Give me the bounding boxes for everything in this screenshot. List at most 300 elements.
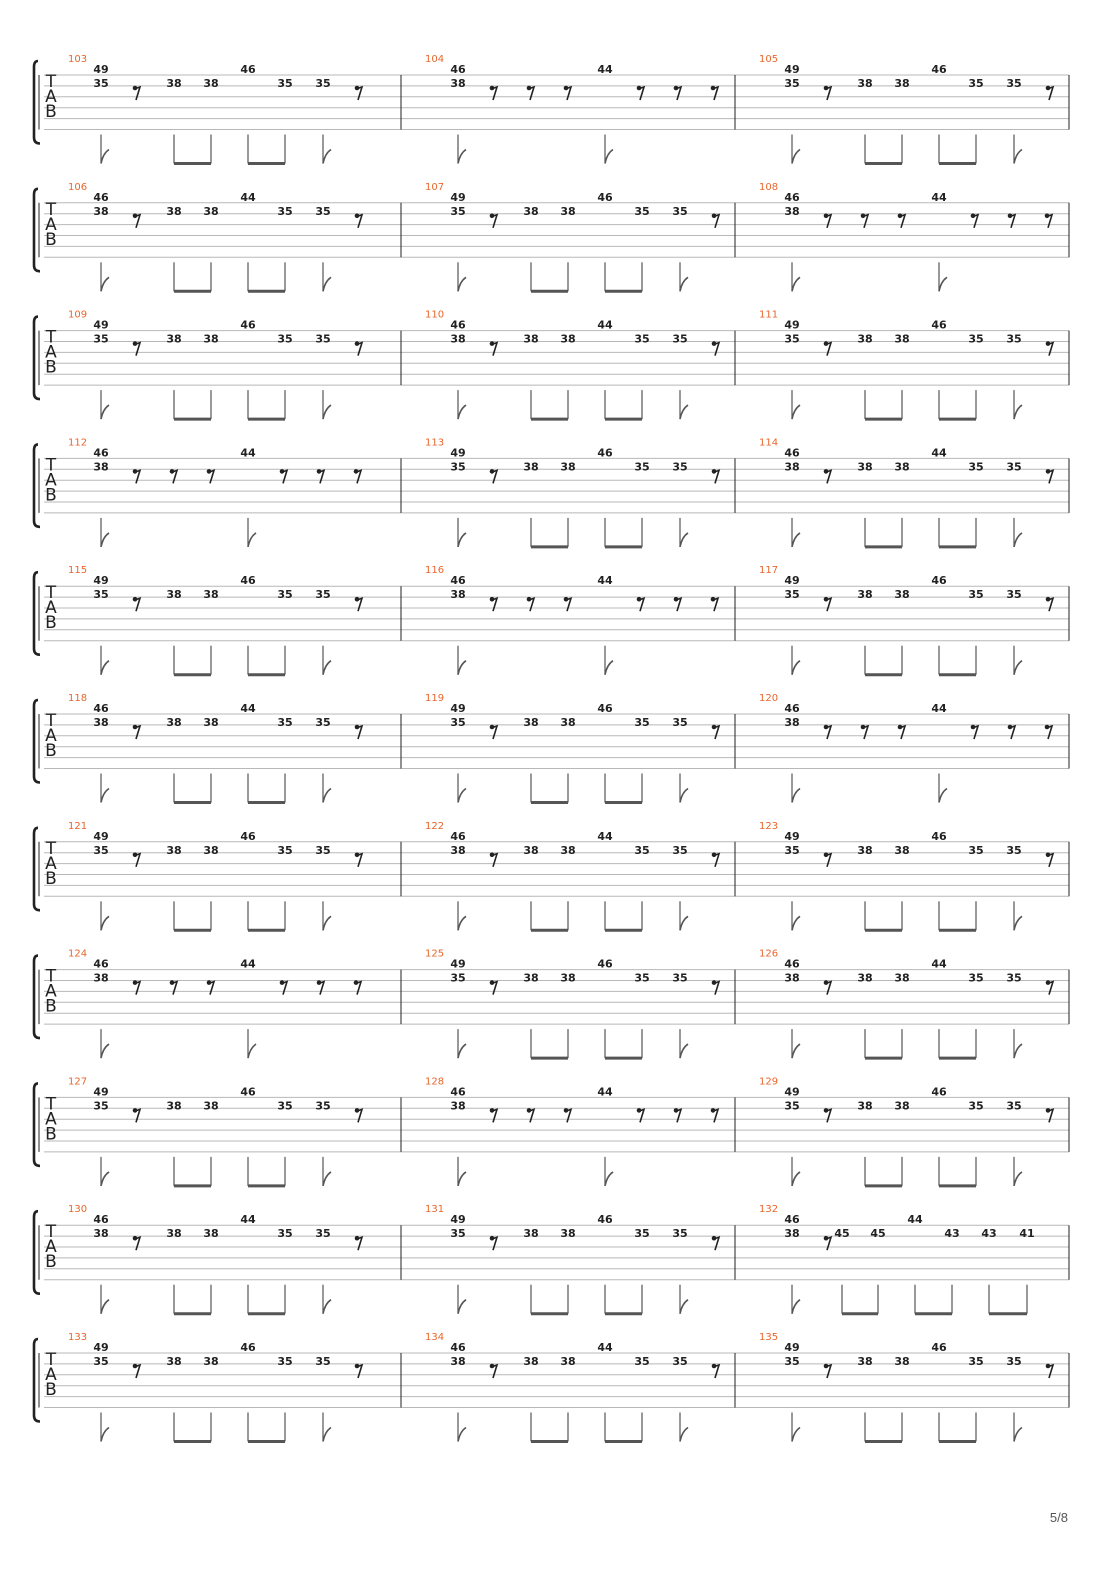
fret-number: 46 <box>240 63 256 76</box>
note-flag <box>1014 1428 1022 1442</box>
note-flag <box>939 277 947 291</box>
fret-number: 35 <box>315 1355 331 1368</box>
fret-number: 38 <box>523 971 539 985</box>
fret-number: 49 <box>93 1085 109 1099</box>
fret-number: 35 <box>450 716 466 729</box>
note-flag <box>792 1172 800 1186</box>
fret-number: 44 <box>597 1085 613 1099</box>
eighth-rest <box>712 725 719 739</box>
tab-clef-letter: T <box>45 838 57 859</box>
fret-number: 35 <box>968 1355 984 1368</box>
fret-number: 35 <box>672 1227 688 1241</box>
fret-number: 35 <box>672 204 688 218</box>
fret-number: 38 <box>784 971 800 985</box>
fret-number: 49 <box>450 1213 466 1227</box>
note-flag <box>792 150 800 164</box>
eighth-rest <box>355 1236 362 1250</box>
fret-number: 35 <box>634 1227 650 1241</box>
fret-number: 38 <box>203 332 219 346</box>
eighth-rest <box>824 980 831 994</box>
note-flag <box>792 661 800 675</box>
fret-number: 38 <box>166 204 182 218</box>
eighth-rest <box>133 86 140 100</box>
fret-number: 44 <box>931 957 947 971</box>
fret-number: 44 <box>597 1341 613 1354</box>
fret-number: 44 <box>240 446 256 460</box>
measure-number: 118 <box>68 693 88 704</box>
fret-number: 38 <box>166 332 182 346</box>
fret-number: 49 <box>450 446 466 460</box>
fret-number: 44 <box>240 1213 256 1227</box>
note-flag <box>248 1044 256 1058</box>
fret-number: 38 <box>93 971 109 985</box>
eighth-rest <box>711 1108 718 1122</box>
measure-number: 124 <box>68 948 88 960</box>
note-flag <box>1014 661 1022 675</box>
eighth-rest <box>317 469 324 483</box>
eighth-rest <box>490 597 497 611</box>
fret-number: 46 <box>931 318 947 332</box>
eighth-rest <box>824 469 831 483</box>
fret-number: 35 <box>672 460 688 474</box>
fret-number: 38 <box>203 1099 219 1113</box>
note-flag <box>605 1172 613 1186</box>
note-flag <box>458 916 466 930</box>
fret-number: 46 <box>931 829 947 843</box>
note-flag <box>792 277 800 291</box>
fret-number: 38 <box>166 843 182 857</box>
eighth-rest <box>824 1364 831 1378</box>
fret-number: 35 <box>784 1355 800 1368</box>
fret-number: 35 <box>93 1099 109 1113</box>
fret-number: 35 <box>672 971 688 985</box>
measure-number: 133 <box>68 1332 88 1343</box>
fret-number: 46 <box>450 318 466 332</box>
fret-number: 38 <box>166 77 182 90</box>
fret-number: 35 <box>1006 588 1022 602</box>
fret-number: 46 <box>784 446 800 460</box>
measure-number: 106 <box>68 181 88 193</box>
fret-number: 35 <box>315 1227 331 1241</box>
fret-number: 46 <box>93 1213 109 1227</box>
eighth-rest <box>564 597 571 611</box>
fret-number: 44 <box>240 957 256 971</box>
tab-clef-letter: A <box>45 1365 57 1385</box>
note-flag <box>458 533 466 547</box>
note-flag <box>792 405 800 419</box>
eighth-rest <box>490 341 497 355</box>
fret-number: 38 <box>784 460 800 474</box>
note-flag <box>101 277 109 291</box>
tab-system <box>34 821 1069 931</box>
tab-clef-letter: T <box>45 711 57 731</box>
fret-number: 38 <box>560 460 576 474</box>
fret-number: 46 <box>450 829 466 843</box>
fret-number: 46 <box>93 190 109 204</box>
note-flag <box>1014 916 1022 930</box>
fret-number: 38 <box>894 460 910 474</box>
fret-number: 35 <box>1006 1355 1022 1368</box>
note-flag <box>680 1300 688 1314</box>
measure-number: 109 <box>68 309 88 321</box>
eighth-rest <box>1046 1108 1053 1122</box>
fret-number: 44 <box>931 446 947 460</box>
eighth-rest <box>861 725 868 739</box>
note-flag <box>323 277 331 291</box>
tab-system <box>34 310 1069 420</box>
fret-number: 46 <box>240 574 256 588</box>
fret-number: 38 <box>93 1227 109 1241</box>
eighth-rest <box>971 725 978 739</box>
fret-number: 35 <box>93 843 109 857</box>
fret-number: 38 <box>784 1227 800 1241</box>
eighth-rest <box>1046 341 1053 355</box>
note-flag <box>248 533 256 547</box>
fret-number: 35 <box>315 332 331 346</box>
fret-number: 43 <box>981 1227 997 1241</box>
tab-system <box>34 949 1069 1059</box>
fret-number: 49 <box>450 702 466 715</box>
eighth-rest <box>637 597 644 611</box>
fret-number: 49 <box>784 318 800 332</box>
note-flag <box>323 1172 331 1186</box>
fret-number: 35 <box>277 1355 293 1368</box>
note-flag <box>458 150 466 164</box>
fret-number: 35 <box>634 971 650 985</box>
fret-number: 49 <box>784 1085 800 1099</box>
tab-clef-letter: A <box>45 342 57 363</box>
eighth-rest <box>490 469 497 483</box>
eighth-rest <box>898 725 905 739</box>
note-flag <box>323 405 331 419</box>
eighth-rest <box>133 853 140 867</box>
eighth-rest <box>674 597 681 611</box>
eighth-rest <box>355 341 362 355</box>
fret-number: 38 <box>523 1355 539 1368</box>
fret-number: 49 <box>450 957 466 971</box>
tab-clef-letter: A <box>45 853 57 874</box>
fret-number: 38 <box>523 204 539 218</box>
fret-number: 38 <box>560 971 576 985</box>
fret-number: 35 <box>1006 460 1022 474</box>
fret-number: 46 <box>93 702 109 715</box>
note-flag <box>101 1172 109 1186</box>
fret-number: 35 <box>277 843 293 857</box>
eighth-rest <box>861 214 868 228</box>
note-flag <box>1014 1172 1022 1186</box>
measure-number: 123 <box>759 820 779 832</box>
fret-number: 35 <box>315 843 331 857</box>
measure-number: 122 <box>425 820 445 832</box>
eighth-rest <box>133 597 140 611</box>
fret-number: 38 <box>560 1227 576 1241</box>
fret-number: 38 <box>203 588 219 602</box>
fret-number: 38 <box>166 1355 182 1368</box>
eighth-rest <box>824 597 831 611</box>
eighth-rest <box>355 214 362 228</box>
fret-number: 35 <box>277 588 293 602</box>
fret-number: 46 <box>931 1341 947 1354</box>
fret-number: 35 <box>1006 843 1022 857</box>
measure-number: 105 <box>759 54 779 65</box>
fret-number: 38 <box>523 716 539 729</box>
tab-clef-letter: A <box>45 1237 57 1258</box>
fret-number: 46 <box>240 1085 256 1099</box>
fret-number: 35 <box>634 460 650 474</box>
eighth-rest <box>280 469 287 483</box>
fret-number: 38 <box>894 843 910 857</box>
fret-number: 35 <box>634 716 650 729</box>
fret-number: 46 <box>450 1085 466 1099</box>
fret-number: 38 <box>857 332 873 346</box>
fret-number: 46 <box>597 446 613 460</box>
note-flag <box>101 533 109 547</box>
tab-clef-letter: A <box>45 214 57 235</box>
fret-number: 46 <box>784 702 800 715</box>
fret-number: 38 <box>166 716 182 729</box>
fret-number: 49 <box>93 318 109 332</box>
measure-number: 132 <box>759 1204 779 1216</box>
tab-system <box>34 1332 1069 1442</box>
tab-clef-letter: B <box>45 741 57 761</box>
eighth-rest <box>133 1236 140 1250</box>
measure-number: 103 <box>68 54 88 65</box>
fret-number: 38 <box>166 1227 182 1241</box>
tab-clef-letter: A <box>45 726 57 746</box>
fret-number: 38 <box>166 588 182 602</box>
measure-number: 135 <box>759 1332 779 1343</box>
fret-number: 44 <box>931 190 947 204</box>
measure-number: 120 <box>759 693 779 704</box>
fret-number: 35 <box>784 843 800 857</box>
fret-number: 44 <box>931 702 947 715</box>
tab-clef-letter: T <box>45 72 57 92</box>
eighth-rest <box>317 980 324 994</box>
fret-number: 35 <box>450 460 466 474</box>
note-flag <box>323 661 331 675</box>
fret-number: 38 <box>560 716 576 729</box>
fret-number: 45 <box>870 1227 886 1241</box>
fret-number: 46 <box>784 957 800 971</box>
note-flag <box>792 1428 800 1442</box>
fret-number: 35 <box>634 204 650 218</box>
measure-number: 114 <box>759 437 779 449</box>
fret-number: 35 <box>784 77 800 90</box>
note-flag <box>605 661 613 675</box>
fret-number: 38 <box>560 843 576 857</box>
eighth-rest <box>527 597 534 611</box>
note-flag <box>605 150 613 164</box>
eighth-rest <box>133 469 140 483</box>
tab-clef-letter: T <box>45 1222 57 1243</box>
fret-number: 35 <box>315 588 331 602</box>
eighth-rest <box>712 1364 719 1378</box>
eighth-rest <box>1046 469 1053 483</box>
eighth-rest <box>133 1108 140 1122</box>
note-flag <box>323 1428 331 1442</box>
note-flag <box>680 533 688 547</box>
note-flag <box>101 1300 109 1314</box>
measure-number: 115 <box>68 565 88 577</box>
fret-number: 38 <box>523 843 539 857</box>
fret-number: 38 <box>894 1355 910 1368</box>
tab-clef-letter: T <box>45 327 57 348</box>
eighth-rest <box>564 86 571 100</box>
note-flag <box>680 916 688 930</box>
fret-number: 35 <box>1006 1099 1022 1113</box>
fret-number: 46 <box>784 1213 800 1227</box>
fret-number: 46 <box>240 1341 256 1354</box>
fret-number: 35 <box>784 1099 800 1113</box>
fret-number: 35 <box>315 716 331 729</box>
eighth-rest <box>354 980 361 994</box>
note-flag <box>101 916 109 930</box>
tab-clef-letter: B <box>45 102 57 122</box>
eighth-rest <box>490 725 497 739</box>
note-flag <box>458 1300 466 1314</box>
note-flag <box>458 789 466 803</box>
fret-number: 35 <box>784 332 800 346</box>
tab-clef-letter: A <box>45 470 57 491</box>
fret-number: 35 <box>968 1099 984 1113</box>
fret-number: 49 <box>784 1341 800 1354</box>
eighth-rest <box>355 597 362 611</box>
fret-number: 35 <box>277 332 293 346</box>
tab-system <box>34 565 1069 675</box>
fret-number: 41 <box>1019 1227 1035 1241</box>
measure-number: 117 <box>759 565 779 577</box>
eighth-rest <box>133 214 140 228</box>
measure-number: 116 <box>425 565 445 577</box>
fret-number: 44 <box>907 1213 923 1227</box>
fret-number: 35 <box>672 1355 688 1368</box>
note-flag <box>792 789 800 803</box>
note-flag <box>323 789 331 803</box>
eighth-rest <box>712 214 719 228</box>
note-flag <box>1014 1044 1022 1058</box>
fret-number: 49 <box>784 574 800 588</box>
eighth-rest <box>207 469 214 483</box>
eighth-rest <box>355 853 362 867</box>
fret-number: 35 <box>315 77 331 90</box>
fret-number: 35 <box>450 1227 466 1241</box>
fret-number: 49 <box>93 1341 109 1354</box>
fret-number: 44 <box>597 574 613 588</box>
tab-clef-letter: B <box>45 1380 57 1400</box>
fret-number: 35 <box>93 332 109 346</box>
eighth-rest <box>354 469 361 483</box>
eighth-rest <box>207 980 214 994</box>
note-flag <box>458 1428 466 1442</box>
measure-number: 130 <box>68 1204 88 1216</box>
fret-number: 46 <box>597 702 613 715</box>
eighth-rest <box>1046 86 1053 100</box>
eighth-rest <box>1008 725 1015 739</box>
note-flag <box>101 405 109 419</box>
fret-number: 46 <box>240 318 256 332</box>
fret-number: 38 <box>857 588 873 602</box>
note-flag <box>680 789 688 803</box>
eighth-rest <box>674 86 681 100</box>
fret-number: 35 <box>634 332 650 346</box>
eighth-rest <box>490 853 497 867</box>
fret-number: 46 <box>931 63 947 76</box>
fret-number: 38 <box>857 971 873 985</box>
eighth-rest <box>824 1236 831 1250</box>
note-flag <box>101 789 109 803</box>
eighth-rest <box>490 1108 497 1122</box>
fret-number: 35 <box>93 588 109 602</box>
fret-number: 38 <box>93 716 109 729</box>
fret-number: 35 <box>277 716 293 729</box>
fret-number: 38 <box>203 204 219 218</box>
measure-number: 104 <box>425 54 445 65</box>
fret-number: 44 <box>597 318 613 332</box>
note-flag <box>792 1044 800 1058</box>
fret-number: 49 <box>784 63 800 76</box>
eighth-rest <box>637 86 644 100</box>
eighth-rest <box>1008 214 1015 228</box>
fret-number: 38 <box>894 77 910 90</box>
eighth-rest <box>824 86 831 100</box>
eighth-rest <box>824 341 831 355</box>
fret-number: 35 <box>968 588 984 602</box>
fret-number: 49 <box>93 63 109 76</box>
eighth-rest <box>674 1108 681 1122</box>
tab-clef-letter: A <box>45 981 57 1002</box>
fret-number: 46 <box>450 574 466 588</box>
note-flag <box>792 1300 800 1314</box>
tab-clef-letter: T <box>45 1350 57 1370</box>
fret-number: 35 <box>672 332 688 346</box>
fret-number: 38 <box>450 588 466 602</box>
tab-system <box>34 182 1069 291</box>
note-flag <box>458 1172 466 1186</box>
measure-number: 128 <box>425 1076 445 1088</box>
tab-clef-letter: T <box>45 1094 57 1115</box>
fret-number: 35 <box>968 843 984 857</box>
measure-number: 134 <box>425 1332 445 1343</box>
measure-number: 108 <box>759 181 779 193</box>
fret-number: 35 <box>450 204 466 218</box>
fret-number: 38 <box>166 1099 182 1113</box>
eighth-rest <box>133 725 140 739</box>
note-flag <box>1014 533 1022 547</box>
eighth-rest <box>355 86 362 100</box>
fret-number: 38 <box>450 1099 466 1113</box>
eighth-rest <box>712 1236 719 1250</box>
fret-number: 35 <box>450 971 466 985</box>
note-flag <box>939 789 947 803</box>
eighth-rest <box>280 980 287 994</box>
note-flag <box>680 1044 688 1058</box>
fret-number: 35 <box>277 1099 293 1113</box>
fret-number: 35 <box>634 843 650 857</box>
fret-number: 46 <box>240 829 256 843</box>
eighth-rest <box>711 597 718 611</box>
eighth-rest <box>564 1108 571 1122</box>
fret-number: 49 <box>93 574 109 588</box>
note-flag <box>101 1428 109 1442</box>
tab-clef-letter: T <box>45 199 57 220</box>
fret-number: 38 <box>203 716 219 729</box>
fret-number: 38 <box>523 460 539 474</box>
tab-system <box>34 437 1069 547</box>
fret-number: 38 <box>560 332 576 346</box>
fret-number: 35 <box>277 77 293 90</box>
eighth-rest <box>490 1364 497 1378</box>
fret-number: 46 <box>93 446 109 460</box>
